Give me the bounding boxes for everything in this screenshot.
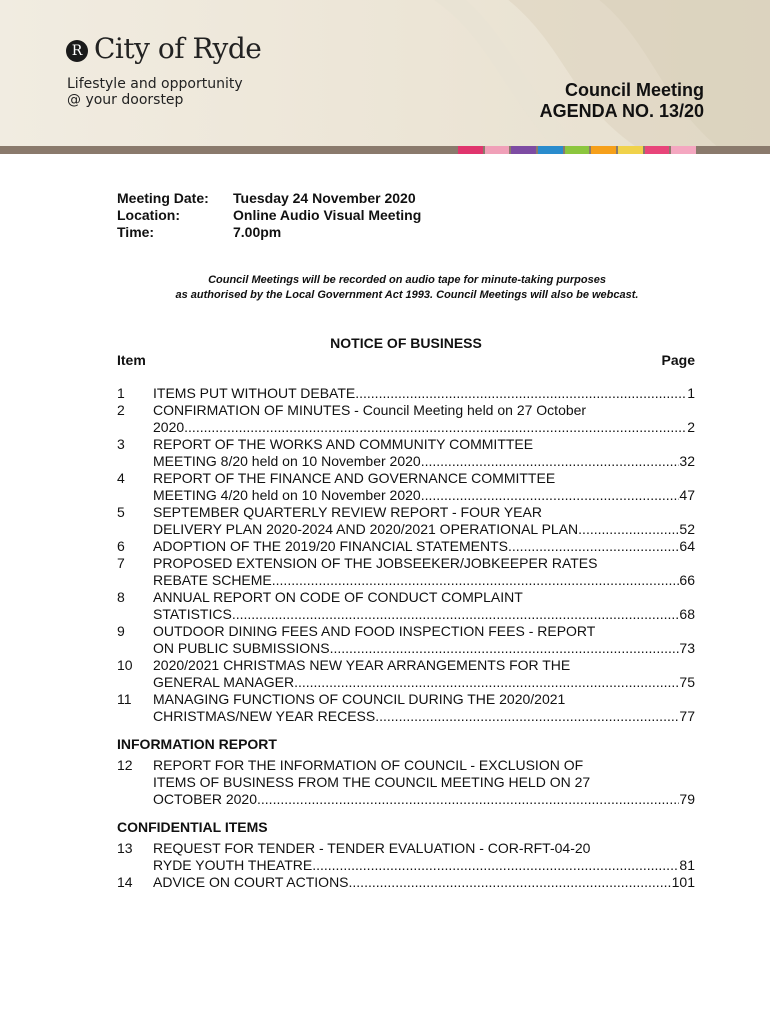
item-title-line: OCTOBER 2020: [153, 791, 258, 807]
item-title: [153, 874, 695, 891]
confidential-items-heading: CONFIDENTIAL ITEMS: [117, 819, 268, 835]
meeting-date-value: Tuesday 24 November 2020: [233, 190, 416, 206]
page-number: 1: [687, 385, 695, 401]
title-line-1: Council Meeting: [565, 80, 704, 100]
page-number: 2: [687, 419, 695, 435]
item-title-line: CONFIRMATION OF MINUTES - Council Meeting held on 27 October: [153, 402, 587, 418]
item-column-header: Item: [117, 352, 146, 368]
agenda-contents: [117, 385, 695, 891]
item-last-line: [153, 674, 695, 691]
city-of-ryde-logo-icon: R: [66, 40, 88, 62]
item-title-line: REPORT OF THE FINANCE AND GOVERNANCE COMMITTEE: [153, 470, 556, 486]
dot-leader: [508, 538, 679, 555]
item-last-line: [153, 572, 695, 589]
item-number: 13: [117, 840, 133, 856]
dot-leader: [232, 606, 680, 623]
item-number: 2: [117, 402, 125, 418]
item-number: 4: [117, 470, 125, 486]
dot-leader: [312, 857, 679, 874]
brand-color-swatch: [591, 146, 616, 154]
item-number: 11: [117, 691, 132, 707]
item-title-line: RYDE YOUTH THEATRE: [153, 857, 313, 873]
location-label: Location:: [117, 207, 180, 223]
dot-leader: [294, 674, 679, 691]
agenda-item[interactable]: [117, 470, 695, 504]
item-title: [153, 623, 695, 657]
agenda-item[interactable]: [117, 589, 695, 623]
item-title-line: REPORT OF THE WORKS AND COMMUNITY COMMITTEE: [153, 436, 534, 452]
item-number: 8: [117, 589, 125, 605]
page-column-header: Page: [661, 352, 695, 368]
item-last-line: [153, 708, 695, 725]
dot-leader: [184, 419, 687, 436]
item-number: 12: [117, 757, 133, 773]
tagline: [67, 76, 243, 108]
time-label: Time:: [117, 224, 155, 240]
item-title-line: DELIVERY PLAN 2020-2024 AND 2020/2021 OPERATIONAL PLAN: [153, 521, 579, 537]
item-title-line: GENERAL MANAGER: [153, 674, 295, 690]
agenda-item[interactable]: [117, 840, 695, 874]
dot-leader: [272, 572, 680, 589]
item-last-line: [153, 385, 695, 402]
item-last-line: [153, 487, 695, 504]
item-title-line: REPORT FOR THE INFORMATION OF COUNCIL - EXCLUSION OF: [153, 757, 584, 773]
page-number: 101: [671, 874, 695, 890]
item-title-line: ADVICE ON COURT ACTIONS: [153, 874, 349, 890]
agenda-item[interactable]: [117, 757, 695, 808]
item-last-line: [153, 521, 695, 538]
notice-line-1: Council Meetings will be recorded on audio tape for minute-taking purposes: [208, 274, 606, 286]
item-title: [153, 436, 695, 470]
page-number: 68: [679, 606, 695, 622]
page-number: 81: [679, 857, 695, 873]
item-number: 10: [117, 657, 133, 673]
page-number: 73: [679, 640, 695, 656]
agenda-item[interactable]: [117, 623, 695, 657]
brand-color-swatch: [645, 146, 670, 154]
item-title-line: ANNUAL REPORT ON CODE OF CONDUCT COMPLAINT: [153, 589, 523, 605]
dot-leader: [375, 708, 679, 725]
brand-color-swatch: [671, 146, 696, 154]
dot-leader: [330, 640, 680, 657]
item-title-line: ADOPTION OF THE 2019/20 FINANCIAL STATEMENTS: [153, 538, 509, 554]
meeting-date-label: Meeting Date:: [117, 190, 209, 206]
brand-color-swatch: [565, 146, 590, 154]
agenda-item[interactable]: [117, 691, 695, 725]
agenda-item[interactable]: [117, 555, 695, 589]
page-number: 52: [679, 521, 695, 537]
item-number: 9: [117, 623, 125, 639]
agenda-item[interactable]: [117, 874, 695, 891]
column-headers: [117, 352, 695, 368]
item-title-line: 2020/2021 CHRISTMAS NEW YEAR ARRANGEMENTS FOR THE: [153, 657, 571, 673]
page-number: 79: [679, 791, 695, 807]
item-title-line: ITEMS OF BUSINESS FROM THE COUNCIL MEETING HELD ON 27: [153, 774, 591, 790]
item-number: 5: [117, 504, 125, 520]
notice-line-2: as authorised by the Local Government Act 1993. Council Meetings will also be webcast.: [175, 289, 639, 301]
item-title-line: REQUEST FOR TENDER - TENDER EVALUATION - COR-RFT-04-20: [153, 840, 591, 856]
page-number: 64: [679, 538, 695, 554]
brand-color-swatch: [485, 146, 510, 154]
item-last-line: [153, 791, 695, 808]
brand-color-swatch: [511, 146, 536, 154]
item-title-line: STATISTICS: [153, 606, 232, 622]
agenda-item[interactable]: [117, 436, 695, 470]
meeting-details: [117, 190, 421, 241]
item-title: [153, 657, 695, 691]
item-title-line: ON PUBLIC SUBMISSIONS: [153, 640, 330, 656]
brand-color-swatch: [618, 146, 643, 154]
tagline-line-2: @ your doorstep: [67, 92, 184, 108]
item-title: [153, 538, 695, 555]
item-title-line: SEPTEMBER QUARTERLY REVIEW REPORT - FOUR YEAR: [153, 504, 542, 520]
location-row: [117, 207, 421, 224]
decorative-wave: [420, 0, 770, 146]
tagline-line-1: Lifestyle and opportunity: [67, 76, 243, 92]
item-last-line: [153, 874, 695, 891]
item-last-line: [153, 640, 695, 657]
item-title-line: MEETING 4/20 held on 10 November 2020: [153, 487, 421, 503]
item-last-line: [153, 606, 695, 623]
document-title: [540, 80, 704, 122]
org-name: City of Ryde: [94, 32, 262, 65]
item-title: [153, 402, 695, 436]
item-title-line: PROPOSED EXTENSION OF THE JOBSEEKER/JOBKEEPER RATES: [153, 555, 598, 571]
item-title: [153, 757, 695, 808]
item-title-line: MANAGING FUNCTIONS OF COUNCIL DURING THE 2020/2021: [153, 691, 566, 707]
time-value: 7.00pm: [233, 224, 282, 240]
item-last-line: [153, 419, 695, 436]
notice-of-business-heading: NOTICE OF BUSINESS: [330, 335, 482, 351]
item-title: [153, 840, 695, 874]
item-number: 3: [117, 436, 125, 452]
item-last-line: [153, 453, 695, 470]
brand-color-swatch: [458, 146, 483, 154]
location-value: Online Audio Visual Meeting: [233, 207, 422, 223]
item-last-line: [153, 857, 695, 874]
item-title-line: OUTDOOR DINING FEES AND FOOD INSPECTION FEES - REPORT: [153, 623, 596, 639]
agenda-item[interactable]: [117, 402, 695, 436]
dot-leader: [355, 385, 687, 402]
item-title: [153, 589, 695, 623]
agenda-item[interactable]: [117, 657, 695, 691]
meeting-date-row: [117, 190, 421, 207]
page-number: 75: [679, 674, 695, 690]
header-banner: [0, 0, 770, 146]
item-title-line: 2020: [153, 419, 185, 435]
time-row: [117, 224, 421, 241]
page-number: 77: [679, 708, 695, 724]
item-title: [153, 691, 695, 725]
page-number: 32: [679, 453, 695, 469]
information-report-heading: INFORMATION REPORT: [117, 736, 277, 752]
recording-notice: [117, 273, 697, 303]
page-number: 66: [679, 572, 695, 588]
item-title: [153, 470, 695, 504]
item-title-line: MEETING 8/20 held on 10 November 2020: [153, 453, 421, 469]
agenda-item[interactable]: [117, 504, 695, 538]
dot-leader: [421, 487, 680, 504]
item-last-line: [153, 538, 695, 555]
item-title: [153, 504, 695, 538]
dot-leader: [257, 791, 679, 808]
agenda-item[interactable]: [117, 385, 695, 402]
dot-leader: [578, 521, 679, 538]
dot-leader: [421, 453, 680, 470]
item-title: [153, 385, 695, 402]
page-number: 47: [679, 487, 695, 503]
item-title-line: REBATE SCHEME: [153, 572, 272, 588]
item-title: [153, 555, 695, 589]
title-line-2: AGENDA NO. 13/20: [539, 101, 704, 121]
agenda-item[interactable]: [117, 538, 695, 555]
brand-color-swatch: [538, 146, 563, 154]
item-title-line: ITEMS PUT WITHOUT DEBATE: [153, 385, 356, 401]
item-number: 1: [117, 385, 125, 401]
dot-leader: [349, 874, 672, 891]
item-number: 6: [117, 538, 125, 554]
item-title-line: CHRISTMAS/NEW YEAR RECESS: [153, 708, 376, 724]
item-number: 7: [117, 555, 125, 571]
item-number: 14: [117, 874, 133, 890]
